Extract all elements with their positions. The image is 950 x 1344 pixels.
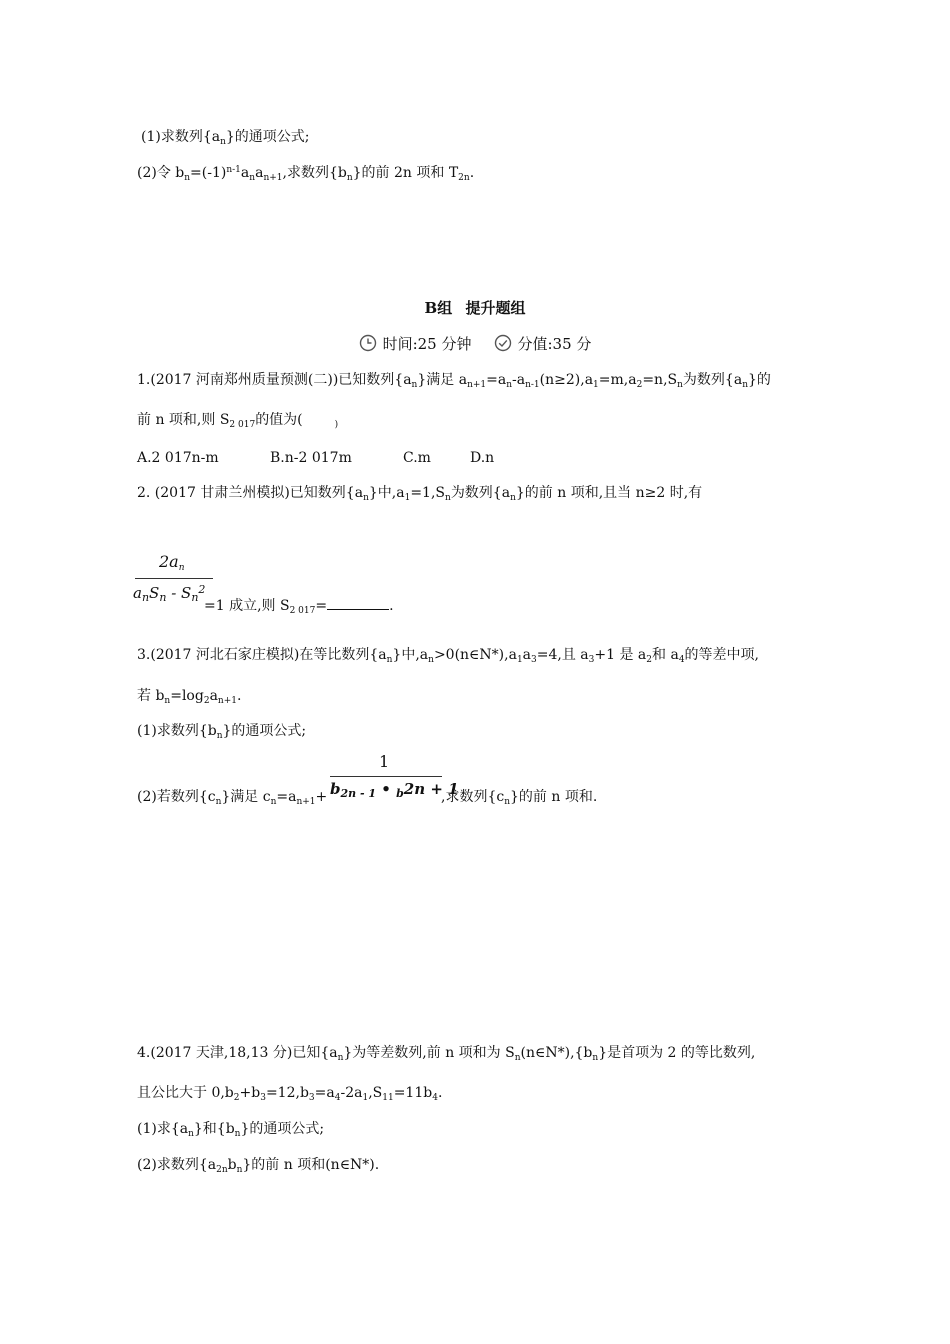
- part-a-q1: (1)求数列$\{a_n\}$的通项公式;: [141, 129, 310, 147]
- score-label: 分值:35 分: [517, 335, 592, 353]
- time-label: 时间:25 分钟: [382, 335, 472, 353]
- problem-2-line-1: 2. (2017 甘肃兰州模拟)已知数列$\{a_n\}$中$,a_1=1,S_n$为数列$\{a_n\}$的前 n 项和,且当 n≥2 时,有: [137, 485, 703, 503]
- problem-4-line-1: 4.(2017 天津,18,13 分)已知$\{a_n\}$为等差数列,前 n 项和为 $S_n(n\in N*),\{b_n\}$是首项为 2 的等比数列,: [137, 1045, 756, 1063]
- problem-3-line-1: 3.(2017 河北石家庄模拟)在等比数列$\{a_n\}$中$,a_n>0(n\in N*),a_1a_3=4$,且 $a_3+1$ 是 $a_2$和 $a_4$的等差中项,: [137, 647, 759, 665]
- problem-3-line-2: 若 $b_n=\log_2a_{n+1}$.: [137, 688, 242, 706]
- problem-1-line-1: 1.(2017 河南郑州质量预测(二))已知数列$\{a_n\}$满足 $a_{n+1}=a_n-a_{n-1}(n\ge 2),a_1=m,a_2=n,S_n$为数列$\{a_n\}$的: [137, 372, 771, 390]
- part-a-q2: (2)令 $b_n=(-1)^{n-1}a_na_{n+1}$,求数列$\{b_n\}$的前 2n 项和 $T_{2n}$.: [137, 165, 475, 183]
- problem-4-q1: (1)求$\{a_n\}$和$\{b_n\}$的通项公式;: [137, 1121, 325, 1139]
- section-group-name: 提升题组: [465, 299, 526, 317]
- problem-3-q1: (1)求数列$\{b_n\}$的通项公式;: [137, 723, 307, 741]
- fraction-bar: [135, 578, 213, 579]
- option-d: D.n: [470, 450, 495, 466]
- problem-3-q2-pre: (2)若数列$\{c_n\}$满足 $c_n=a_{n+1}+$: [137, 789, 328, 807]
- option-b: B.n-2 017m: [270, 450, 352, 466]
- problem-4-line-2: 且公比大于 $0,b_2+b_3=12,b_3=a_4-2a_1,S_{11}=11b_4$.: [137, 1085, 443, 1103]
- fraction-numerator: 1: [379, 752, 390, 771]
- check-circle-icon: [494, 334, 512, 356]
- problem-3-fraction: [328, 750, 459, 810]
- section-group-label: B组: [424, 299, 453, 317]
- fraction-denominator: $a_nS_n - S_n^2$: [133, 583, 206, 604]
- section-title: [0, 299, 950, 317]
- problem-4-q2: (2)求数列$\{a_{2n}b_n\}$的前 n 项和(n∈N*).: [137, 1157, 380, 1175]
- clock-icon: [359, 334, 377, 356]
- option-c: C.m: [403, 450, 431, 466]
- problem-1-options: [137, 449, 494, 467]
- option-a: A.2 017n-m: [137, 450, 219, 466]
- answer-blank[interactable]: [327, 597, 389, 610]
- problem-3-q2-post: ,求数列$\{c_n\}$的前 n 项和.: [441, 789, 598, 807]
- fraction-numerator: $2a_n$: [159, 552, 185, 573]
- fraction-denominator: $b_{2n - 1}$ • $_b$2n + 1: [330, 780, 459, 800]
- problem-2-tail: =1 成立,则 $S_{2 017}=$ .: [204, 598, 394, 616]
- problem-1-line-2: 前 n 项和,则 $S_{2 017}$的值为( $_)$: [137, 412, 339, 430]
- section-meta: [0, 334, 950, 356]
- fraction-bar: [330, 776, 442, 777]
